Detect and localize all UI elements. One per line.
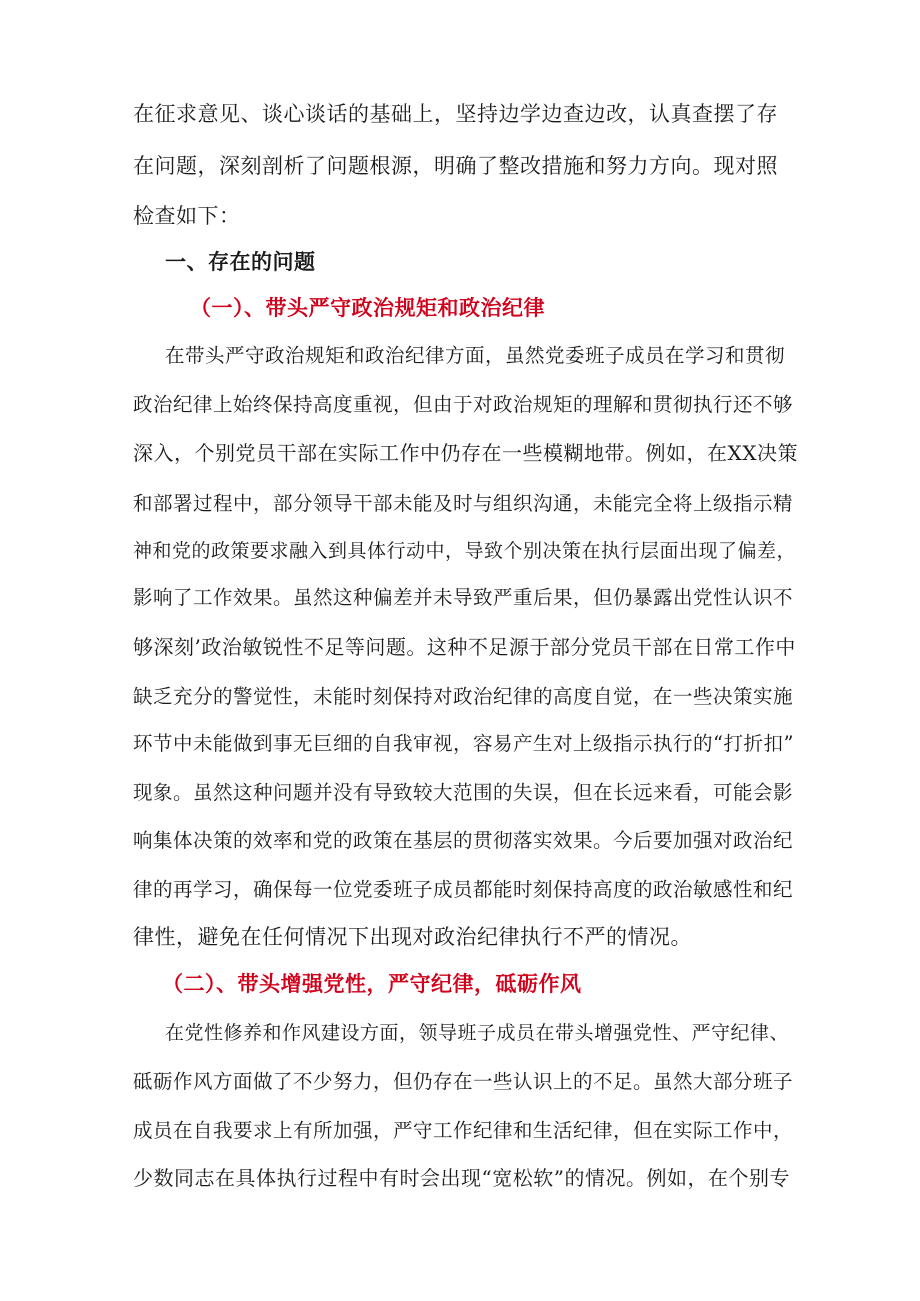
sub1-line-1: 在带头严守政治规矩和政治纪律方面，虽然党委班子成员在学习和贯彻 [165,344,786,367]
intro-line-3: 检查如下： [133,204,241,228]
sub2-line-3: 成员在自我要求上有所加强，严守工作纪律和生活纪律，但在实际工作中， [133,1119,794,1142]
intro-line-1: 在征求意见、谈心谈话的基础上，坚持边学边查边改，认真查摆了存 [133,102,778,126]
section-heading: 一、存在的问题 [165,249,316,274]
sub1-line-7: 够深刻’政治敏锐性不足等问题。这种不足源于部分党员干部在日常工作中 [133,635,796,659]
sub1-line-12: 律的再学习，确保每一位党委班子成员都能时刻保持高度的政治敏感性和纪 [133,878,794,901]
intro-line-2: 在问题，深刻剖析了问题根源，明确了整改措施和努力方向。现对照 [133,154,778,178]
sub1-line-9: 环节中未能做到事无巨细的自我审视，容易产生对上级指示执行的“打折扣” [133,732,794,755]
sub1-line-3: 深入，个别党员干部在实际工作中仍存在一些模糊地带。例如，在XX决策 [133,441,798,465]
sub2-line-2: 砥砺作风方面做了不少努力，但仍存在一些认识上的不足。虽然大部分班子 [133,1070,794,1093]
sub1-line-6: 影响了工作效果。虽然这种偏差并未导致严重后果，但仍暴露出党性认识不 [133,586,794,609]
sub1-line-5: 神和党的政策要求融入到具体行动中，导致个别决策在执行层面出现了偏差， [133,540,797,562]
sub1-line-4: 和部署过程中，部分领导干部未能及时与组织沟通，未能完全将上级指示精 [133,492,794,515]
sub1-line-2: 政治纪律上始终保持高度重视，但由于对政治规矩的理解和贯彻执行还不够 [133,393,794,416]
sub1-line-11: 响集体决策的效率和党的政策在基层的贯彻落实效果。今后要加强对政治纪 [133,829,794,852]
sub1-line-8: 缺乏充分的警觉性，未能时刻保持对政治纪律的高度自觉，在一些决策实施 [133,685,794,708]
subsection-1-heading: （一）、带头严守政治规矩和政治纪律 [190,295,545,320]
sub1-line-10: 现象。虽然这种问题并没有导致较大范围的失误，但在长远来看，可能会影 [133,781,794,804]
sub2-line-1: 在党性修养和作风建设方面，领导班子成员在带头增强党性、严守纪律、 [165,1022,790,1044]
subsection-2-heading: （二）、带头增强党性，严守纪律，砥砺作风 [162,971,582,996]
sub1-line-13: 律性，避免在任何情况下出现对政治纪律执行不严的情况。 [133,925,692,949]
sub2-line-4: 少数同志在具体执行过程中有时会出现“宽松软”的情况。例如，在个别专 [133,1166,790,1190]
